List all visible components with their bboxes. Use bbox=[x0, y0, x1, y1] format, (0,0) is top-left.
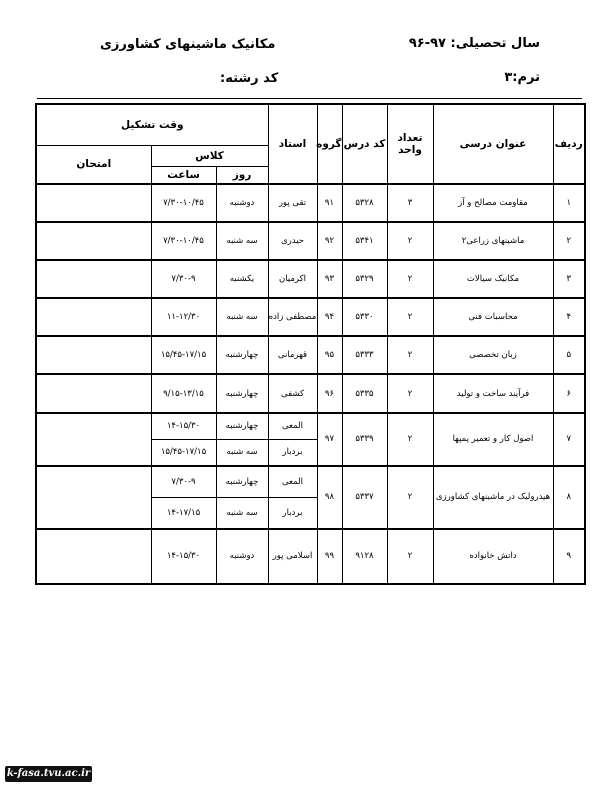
time-cell: ۷/۳۰-۱۰/۴۵ bbox=[151, 222, 216, 260]
day-cell: یکشنبه bbox=[216, 260, 268, 298]
row-number-cell: ۲ bbox=[553, 222, 585, 260]
group-cell: ۹۵ bbox=[317, 336, 342, 374]
teacher-cell: المعی bbox=[268, 413, 317, 440]
exam-cell bbox=[36, 222, 151, 260]
header-units: تعداد واحد bbox=[387, 104, 433, 184]
website-watermark: k-fasa.tvu.ac.ir bbox=[5, 766, 92, 782]
row-number-cell: ۳ bbox=[553, 260, 585, 298]
time-cell: ۷/۳۰-۹ bbox=[151, 260, 216, 298]
course-title-cell: ماشینهای زراعی۲ bbox=[433, 222, 553, 260]
units-cell: ۲ bbox=[387, 336, 433, 374]
teacher-cell: اکرمیان bbox=[268, 260, 317, 298]
units-cell: ۲ bbox=[387, 298, 433, 336]
course-title-cell: فرآیند ساخت و تولید bbox=[433, 374, 553, 412]
time-cell: ۱۴-۱۷/۱۵ bbox=[151, 498, 216, 529]
course-title-cell: محاسبات فنی bbox=[433, 298, 553, 336]
group-cell: ۹۷ bbox=[317, 413, 342, 466]
header-row-no: ردیف bbox=[553, 104, 585, 184]
time-cell: ۱۵/۴۵-۱۷/۱۵ bbox=[151, 336, 216, 374]
units-cell: ۲ bbox=[387, 466, 433, 529]
exam-cell bbox=[36, 413, 151, 466]
term-label: ترم:۳ bbox=[504, 70, 540, 85]
units-cell: ۲ bbox=[387, 374, 433, 412]
teacher-cell: کشفی bbox=[268, 374, 317, 412]
row-number-cell: ۸ bbox=[553, 466, 585, 529]
day-cell: چهارشنبه bbox=[216, 336, 268, 374]
group-cell: ۹۶ bbox=[317, 374, 342, 412]
units-cell: ۲ bbox=[387, 529, 433, 584]
table-row bbox=[36, 374, 585, 412]
course-title-cell: زبان تخصصی bbox=[433, 336, 553, 374]
units-cell: ۲ bbox=[387, 413, 433, 466]
exam-cell bbox=[36, 336, 151, 374]
header-class: کلاس bbox=[151, 145, 268, 166]
teacher-cell: مصطفی زاده bbox=[268, 298, 317, 336]
time-cell: ۱۵/۴۵-۱۷/۱۵ bbox=[151, 440, 216, 466]
table-row bbox=[36, 184, 585, 222]
teacher-cell: قهرمانی bbox=[268, 336, 317, 374]
day-cell: چهارشنبه bbox=[216, 374, 268, 412]
time-cell: ۱۱-۱۲/۳۰ bbox=[151, 298, 216, 336]
header-code: کد درس bbox=[342, 104, 387, 184]
header-course: عنوان درسی bbox=[433, 104, 553, 184]
course-title-cell: اصول کار و تعمیر پمپها bbox=[433, 413, 553, 466]
day-cell: سه شنبه bbox=[216, 498, 268, 529]
exam-cell bbox=[36, 374, 151, 412]
time-cell: ۹/۱۵-۱۳/۱۵ bbox=[151, 374, 216, 412]
row-number-cell: ۱ bbox=[553, 184, 585, 222]
table-row bbox=[36, 298, 585, 336]
course-code-cell: ۵۳۳۹ bbox=[342, 413, 387, 466]
course-code-cell: ۵۳۲۸ bbox=[342, 184, 387, 222]
day-cell: چهارشنبه bbox=[216, 466, 268, 498]
academic-year-label: سال تحصیلی: ۹۷-۹۶ bbox=[408, 36, 540, 51]
table-row bbox=[36, 466, 585, 498]
exam-cell bbox=[36, 466, 151, 529]
group-cell: ۹۲ bbox=[317, 222, 342, 260]
course-code-cell: ۵۳۴۱ bbox=[342, 222, 387, 260]
page-title: مکانیک ماشینهای کشاورزی bbox=[100, 37, 276, 52]
day-cell: سه شنبه bbox=[216, 222, 268, 260]
time-cell: ۱۴-۱۵/۳۰ bbox=[151, 529, 216, 584]
header-teacher: استاد bbox=[268, 104, 317, 184]
group-cell: ۹۱ bbox=[317, 184, 342, 222]
row-number-cell: ۷ bbox=[553, 413, 585, 466]
course-title-cell: دانش خانواده bbox=[433, 529, 553, 584]
teacher-cell: المعی bbox=[268, 466, 317, 498]
table-row bbox=[36, 260, 585, 298]
course-code-cell: ۵۳۳۷ bbox=[342, 466, 387, 529]
course-title-cell: مکانیک سیالات bbox=[433, 260, 553, 298]
schedule-table bbox=[35, 103, 586, 585]
time-cell: ۷/۳۰-۱۰/۴۵ bbox=[151, 184, 216, 222]
group-cell: ۹۸ bbox=[317, 466, 342, 529]
day-cell: چهارشنبه bbox=[216, 413, 268, 440]
teacher-cell: تقی پور bbox=[268, 184, 317, 222]
schedule-body bbox=[36, 184, 585, 584]
table-row bbox=[36, 336, 585, 374]
day-cell: دوشنبه bbox=[216, 529, 268, 584]
course-code-cell: ۵۳۲۹ bbox=[342, 260, 387, 298]
table-row bbox=[36, 529, 585, 584]
course-title-cell: هیدرولیک در ماشینهای کشاورزی bbox=[433, 466, 553, 529]
units-cell: ۲ bbox=[387, 260, 433, 298]
header-divider bbox=[37, 98, 582, 99]
row-number-cell: ۵ bbox=[553, 336, 585, 374]
group-cell: ۹۴ bbox=[317, 298, 342, 336]
exam-cell bbox=[36, 529, 151, 584]
header-time: ساعت bbox=[151, 166, 216, 184]
units-cell: ۲ bbox=[387, 222, 433, 260]
time-cell: ۷/۳۰-۹ bbox=[151, 466, 216, 498]
time-cell: ۱۴-۱۵/۳۰ bbox=[151, 413, 216, 440]
course-code-cell: ۵۳۳۰ bbox=[342, 298, 387, 336]
header-exam: امتحان bbox=[36, 145, 151, 184]
row-number-cell: ۶ bbox=[553, 374, 585, 412]
day-cell: سه شنبه bbox=[216, 298, 268, 336]
group-cell: ۹۳ bbox=[317, 260, 342, 298]
header-group: گروه bbox=[317, 104, 342, 184]
course-code-cell: ۵۳۳۳ bbox=[342, 336, 387, 374]
exam-cell bbox=[36, 184, 151, 222]
field-code-label: کد رشته: bbox=[220, 71, 279, 86]
group-cell: ۹۹ bbox=[317, 529, 342, 584]
teacher-cell: حیدری bbox=[268, 222, 317, 260]
header-day: روز bbox=[216, 166, 268, 184]
exam-cell bbox=[36, 298, 151, 336]
exam-cell bbox=[36, 260, 151, 298]
table-row bbox=[36, 222, 585, 260]
teacher-cell: بردبار bbox=[268, 498, 317, 529]
row-number-cell: ۴ bbox=[553, 298, 585, 336]
day-cell: سه شنبه bbox=[216, 440, 268, 466]
header-schedule: وقت تشکیل bbox=[36, 104, 268, 145]
day-cell: دوشنبه bbox=[216, 184, 268, 222]
course-code-cell: ۵۳۳۵ bbox=[342, 374, 387, 412]
table-row bbox=[36, 413, 585, 440]
teacher-cell: بردبار bbox=[268, 440, 317, 466]
row-number-cell: ۹ bbox=[553, 529, 585, 584]
units-cell: ۳ bbox=[387, 184, 433, 222]
teacher-cell: اسلامی پور bbox=[268, 529, 317, 584]
course-code-cell: ۹۱۲۸ bbox=[342, 529, 387, 584]
course-title-cell: مقاومت مصالح و آز bbox=[433, 184, 553, 222]
